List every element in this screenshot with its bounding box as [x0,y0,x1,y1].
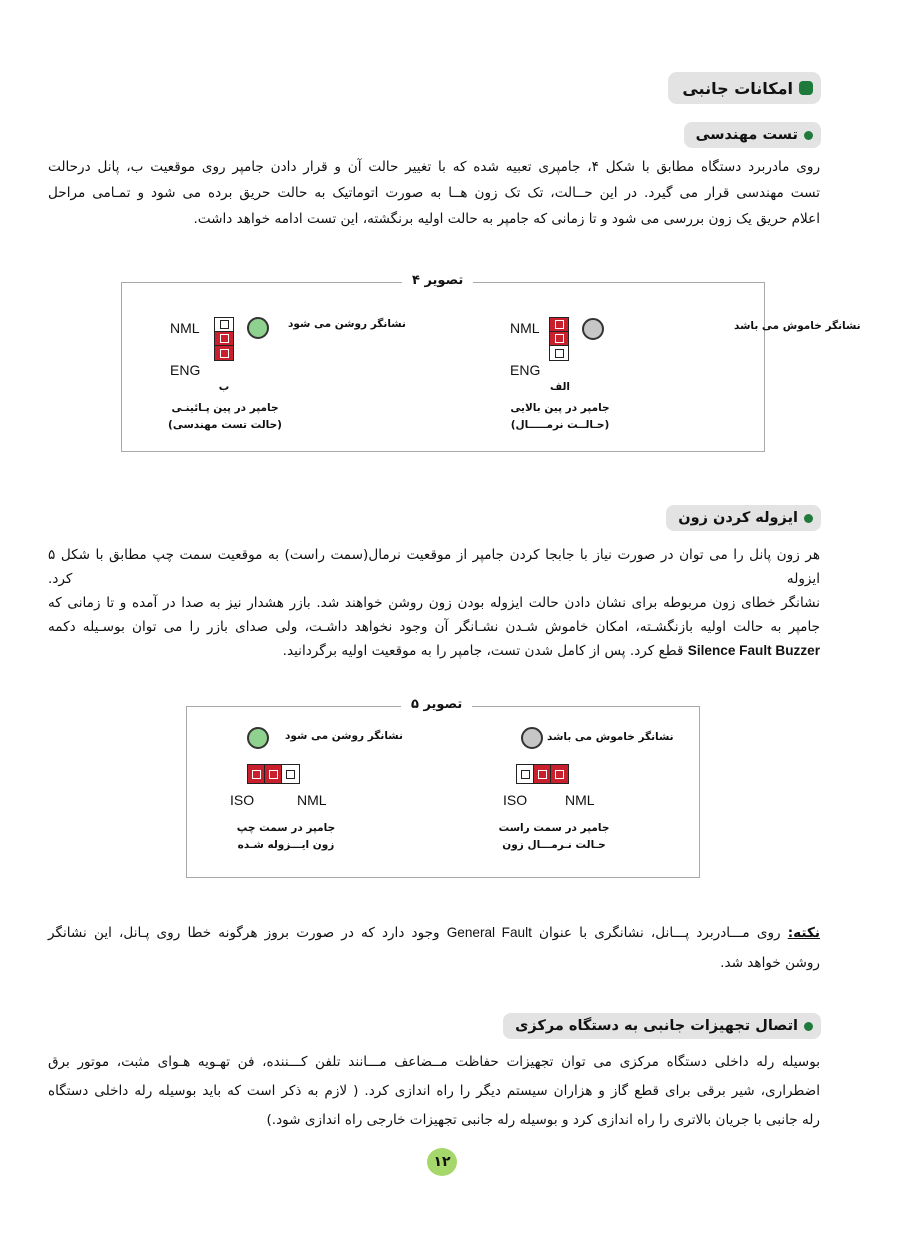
text-line: اضطراری، شیر برقی برای قطع گاز و هزاران سیستم دیگر را راه اندازی کرد. ( لازم به ذکر است که باید بوسیله رله داخلی دستگاه [48,1083,820,1099]
subheading-text: اتصال تجهیزات جانبی به دستگاه مرکزی [515,1018,798,1034]
jumper-right-position [516,764,569,784]
text-line: بوسیله رله داخلی دستگاه مرکزی می توان تجهیزات حفاظت مــضاعف مـــانند تلفن کـــننده، فن تهـویه هـوای مثبت، موتور برق [48,1054,820,1070]
pin-label-nml: NML [565,792,595,808]
figure-5 [186,697,700,878]
engineering-test-paragraph [48,154,820,232]
subheading-engineering-test [684,122,821,148]
led-off-indicator [521,727,543,749]
subheading-bullet-icon [804,131,813,140]
silence-fault-buzzer-term: Silence Fault Buzzer [687,643,820,658]
text-line [48,639,820,663]
section-bullet-icon [799,81,813,95]
figure-4 [121,273,861,452]
text-segment: وجود دارد که در صورت بروز هرگونه خطا روی پـانل، این نشانگر [48,925,440,941]
jumper-left-position [247,764,300,784]
jumper-caption: جامپر در سمت راست [498,822,610,834]
led-on-label: نشانگر روشن می شود [285,730,403,742]
jumper-caption: جامپر در پین پـائینـی [171,402,279,414]
note-label: نکته: [787,925,820,941]
led-on-indicator [247,727,269,749]
text-line: جامپر به حالت اولیه بازنگشـته، امکان خاموش شـدن نشـانگر آن وجود نخواهد داشـت، ولی صدای بازر را می توان بوسـیله دکمه [48,619,820,635]
figure-5-title: تصویر ۵ [401,697,472,712]
text-line: نشانگر خطای زون مربوطه برای نشان دادن حالت ایزوله بودن زون روشن خواهند شد. بازر هشدار نیز به صدا در آمده و تا زمانی که [48,595,820,611]
text-line: رله جانبی با جریان بالاتری را راه اندازی کرد و بوسیله رله جانبی تجهیزات خارجی راه اندازی شود.) [266,1112,820,1128]
pin-label-nml: NML [170,320,200,336]
text-segment: روی مـــادربرد پـــانل، نشانگری با عنوان [539,925,781,941]
figure-letter: الف [549,381,571,393]
general-fault-term: General Fault [446,925,532,940]
subheading-zone-isolation [666,505,821,531]
pin-label-nml: NML [510,320,540,336]
pin-label-iso: ISO [503,792,528,808]
led-off-label: نشانگر خاموش می باشد [547,731,674,743]
subheading-peripheral-connection [503,1013,821,1039]
jumper-caption: جامپر در پین بالایی [510,402,610,414]
peripheral-paragraph [48,1048,820,1135]
subheading-bullet-icon [804,1022,813,1031]
text-line: روی مادربرد دستگاه مطابق با شکل ۴، جامپری تعبیه شده که با تغییر حالت آن و قرار دادن جامپر روی موقعیت ب، پانل درحالت [48,159,821,175]
text-line: هر زون پانل را می توان در صورت نیاز با جابجا کردن جامپر از موقعیت نرمال(سمت راست) به موقعیت سمت چپ مطابق با شکل ۵ ایزوله کرد. [48,547,820,587]
subheading-text: ایزوله کردن زون [678,510,798,526]
subheading-text: تست مهندسی [695,127,798,143]
text-line [48,918,820,948]
jumper-caption: زون ایـــزوله شـده [237,839,335,851]
jumper-caption: جامپر در سمت چپ [236,822,336,834]
jumper-bottom-position [214,317,234,361]
led-off-label: نشانگر خاموش می باشد [734,320,861,332]
jumper-top-position [549,317,569,361]
led-on-label: نشانگر روشن می شود [288,318,406,330]
led-off-indicator [582,318,604,340]
jumper-caption: حـالت نـرمـــال زون [502,839,606,851]
pin-label-eng: ENG [170,362,201,378]
section-title-text: امکانات جانبی [682,78,793,98]
text-segment: قطع کرد. پس از کامل شدن تست، جامپر را به موقعیت اولیه برگردانید. [282,643,684,659]
page-number: ۱۲ [427,1148,457,1176]
jumper-caption: (حـالــت نرمـــــال) [510,419,610,431]
section-title [668,72,821,104]
zone-isolation-paragraph [48,543,820,663]
text-line: اعلام حریق یک زون بررسی می شود و تا زمانی که جامپر به حالت اولیه برنگشته، این تست ادامه خواهد داشت. [193,211,820,227]
subheading-bullet-icon [804,514,813,523]
pin-label-eng: ENG [510,362,541,378]
note-paragraph [48,918,820,978]
text-line: روشن خواهد شد. [720,955,820,971]
text-line: تست مهندسی قرار می گیرد. در این حــالت، تک تک زون هــا به صورت اتوماتیک به حالت حریق برده می شود و تمـامی مراحل [48,185,820,201]
figure-4-title: تصویر ۴ [402,273,473,288]
figure-letter: ب [218,381,230,393]
pin-label-nml: NML [297,792,327,808]
pin-label-iso: ISO [230,792,255,808]
led-on-indicator [247,317,269,339]
jumper-caption: (حالت تست مهندسی) [168,419,282,431]
